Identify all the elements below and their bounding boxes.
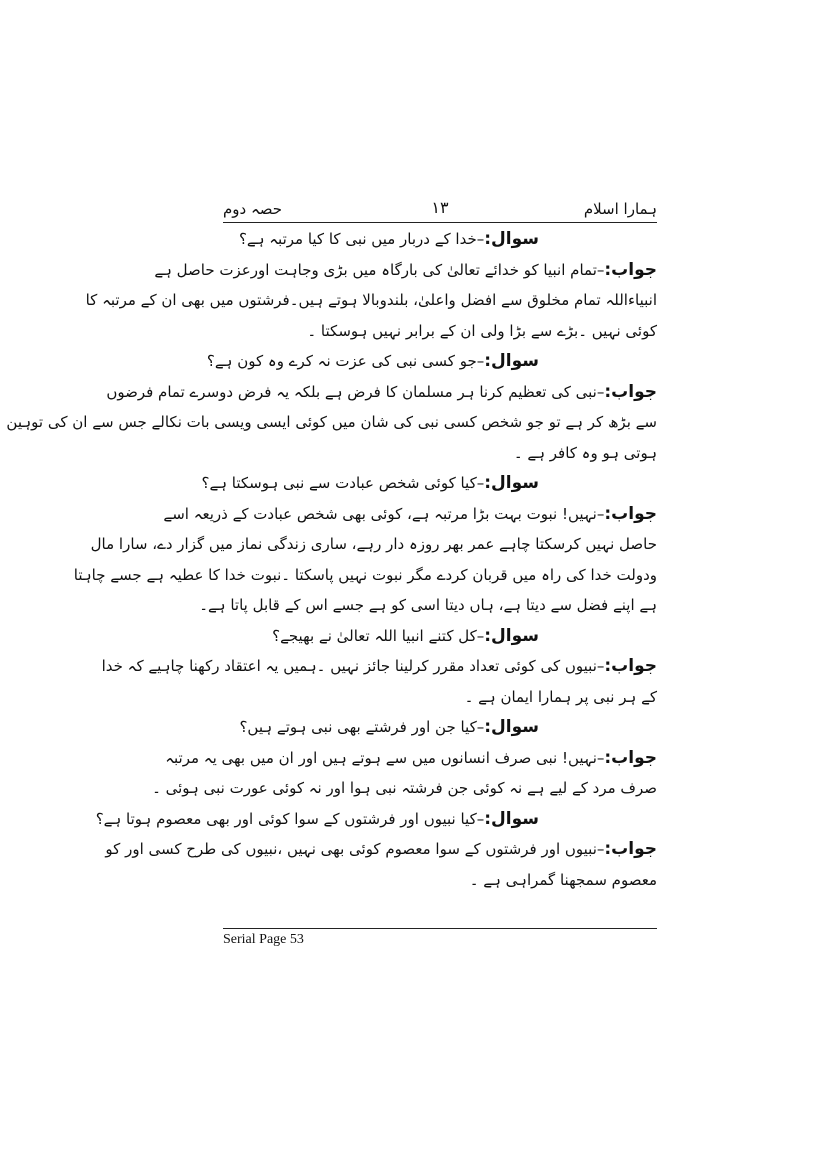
text-line [223,438,657,469]
answer-label: جواب: [604,656,657,676]
serial-page-label: Serial Page 53 [223,932,304,947]
answer-line [154,255,657,286]
line-text: ودولت خدا کی راہ میں قربان کردے مگر نبوت نہیں پاسکتا ۔نبوت خدا کا عطیہ ہے جسے چاہتا [73,565,657,584]
question-line [95,804,657,835]
question-line [206,346,657,377]
line-text: –خدا کے دربار میں نبی کا کیا مرتبہ ہے؟ [238,230,485,248]
line-text: –کیا کوئی شخص عبادت سے نبی ہوسکتا ہے؟ [201,474,485,492]
question-line [201,468,657,499]
answer-line [106,377,657,408]
line-text: ہوتی ہو وہ کافر ہے ۔ [513,443,657,462]
question-label: سوال: [484,717,539,737]
line-text: –جو کسی نبی کی عزت نہ کرے وہ کون ہے؟ [206,352,485,370]
answer-line [165,743,657,774]
text-line [73,560,657,591]
question-label: سوال: [484,625,539,646]
line-text: –نبیوں اور فرشتوں کے سوا معصوم کوئی بھی نہیں ،نبیوں کی طرح کسی اور کو [105,840,605,858]
answer-label: جواب: [604,747,657,768]
line-text: سے بڑھ کر ہے تو جو شخص کسی نبی کی شان میں کوئی ایسی ویسی بات نکالے جس سے ان کی توہین [6,413,657,431]
text-line [223,865,657,896]
line-text: –نبی کی تعظیم کرنا ہر مسلمان کا فرض ہے بلکہ یہ فرض دوسرے تمام فرضوں [106,382,605,401]
answer-line [105,834,657,865]
question-line [223,712,657,743]
question-label: سوال: [484,351,539,371]
question-label: سوال: [484,473,539,493]
question-label: سوال: [484,229,539,249]
answer-label: جواب: [604,839,657,859]
page-number: ۱۳ [431,198,449,217]
question-line [223,621,657,652]
line-text: –کیا نبیوں اور فرشتوں کے سوا کوئی اور بھی معصوم ہوتا ہے؟ [95,809,485,828]
line-text: –نہیں! نبوت بہت بڑا مرتبہ ہے، کوئی بھی شخص عبادت کے ذریعہ اسے [163,504,605,523]
line-text: –کل کتنے انبیا اللہ تعالیٰ نے بھیجے؟ [272,626,485,645]
question-line [223,224,657,255]
line-text: –تمام انبیا کو خدائے تعالیٰ کی بارگاہ میں بڑی وجاہت اورعزت حاصل ہے [154,260,605,279]
text-line [6,407,657,438]
page-content [6,224,657,895]
answer-line [101,651,657,682]
page-header [223,196,657,223]
line-text: کوئی نہیں ۔بڑے سے بڑا ولی ان کے برابر نہیں ہوسکتا ۔ [307,321,657,340]
line-text: انبیاءاللہ تمام مخلوق سے افضل واعلیٰ، بلندوبالا ہوتے ہیں۔فرشتوں میں بھی ان کے مرتبہ کا [85,291,657,309]
line-text: ہے اپنے فضل سے دیتا ہے، ہاں دیتا اسی کو ہے جسے اس کے قابل پاتا ہے۔ [199,596,657,614]
text-line [85,285,657,316]
text-line [152,773,657,804]
line-text: حاصل نہیں کرسکتا چاہے عمر بھر روزہ دار رہے، ساری زندگی نماز میں گزار دے، سارا مال [90,535,657,553]
line-text: کے ہر نبی پر ہمارا ایمان ہے ۔ [464,687,657,706]
line-text: معصوم سمجھنا گمراہی ہے ۔ [469,870,657,889]
answer-label: جواب: [604,503,657,524]
text-line [199,590,657,621]
text-line [223,316,657,347]
answer-label: جواب: [604,259,657,280]
footer-rule [223,928,657,929]
answer-line [163,499,657,530]
answer-label: جواب: [604,381,657,402]
line-text: –کیا جن اور فرشتے بھی نبی ہوتے ہیں؟ [239,718,485,736]
part-label: حصہ دوم [223,200,283,218]
line-text: صرف مرد کے لیے ہے نہ کوئی جن فرشتہ نبی ہوا اور نہ کوئی عورت نبی ہوئی ۔ [152,779,657,797]
text-line [223,682,657,713]
line-text: –نہیں! نبی صرف انسانوں میں سے ہوتے ہیں اور ان میں بھی یہ مرتبہ [165,748,605,767]
book-title: ہمارا اسلام [583,200,657,218]
question-label: سوال: [484,808,539,829]
text-line [90,529,657,560]
line-text: –نبیوں کی کوئی تعداد مقرر کرلینا جائز نہیں ۔ہمیں یہ اعتقاد رکھنا چاہیے کہ خدا [101,657,605,675]
